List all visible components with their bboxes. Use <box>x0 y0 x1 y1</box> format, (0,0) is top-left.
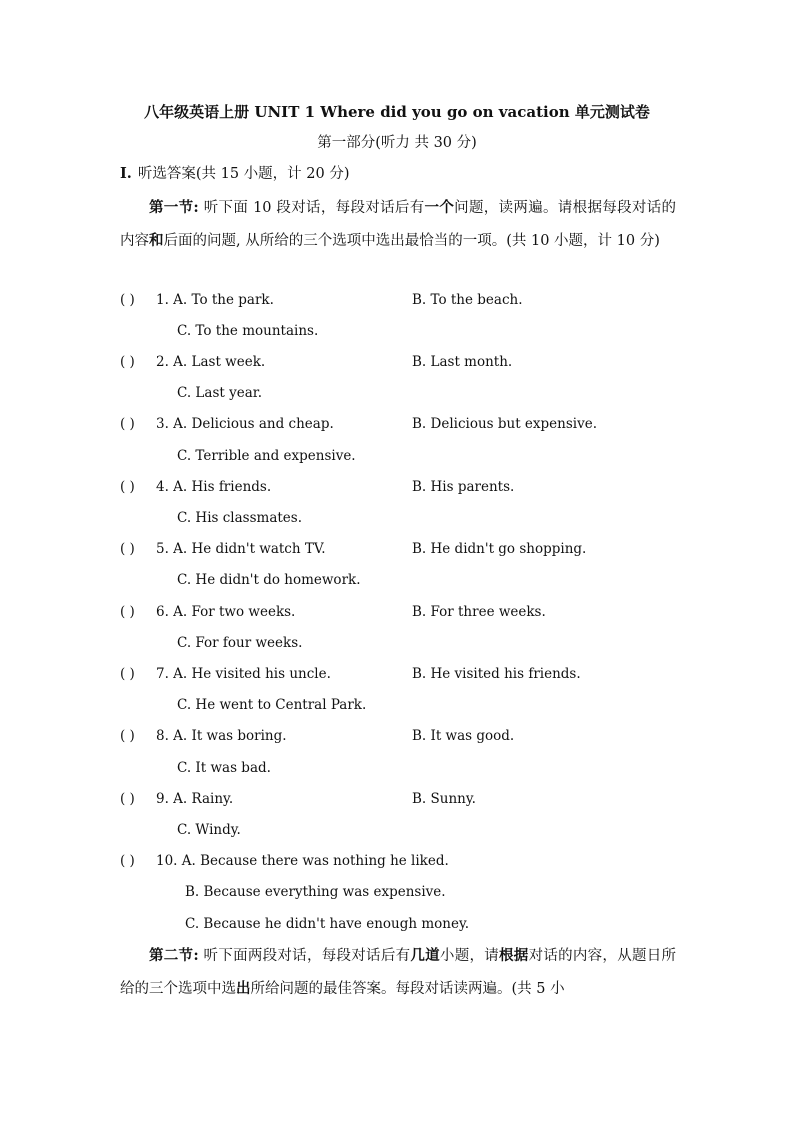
option-c: C. Because he didn't have enough money. <box>185 916 470 932</box>
option-c: C. For four weeks. <box>177 635 303 651</box>
jie1-bold-a: 一个 <box>424 199 455 216</box>
question-10 <box>120 850 720 872</box>
jie2-bold-c: 出 <box>236 979 251 997</box>
section-instructions-2 <box>120 940 676 1005</box>
option-b: B. Delicious but expensive. <box>412 416 598 432</box>
option-b: B. Last month. <box>412 354 513 370</box>
section-title: 听选答案(共 15 小题，计 20 分) <box>137 166 350 182</box>
jie1-label: 第一节: <box>149 199 199 216</box>
answer-blank[interactable]: ( ) <box>120 666 135 682</box>
question-8 <box>120 725 720 747</box>
option-b: B. To the beach. <box>412 292 523 308</box>
option-a: 10. A. Because there was nothing he liked. <box>156 853 449 869</box>
jie2-text-d: 所给问题的最佳答案。每段对话读两遍。(共 5 小 <box>250 980 565 997</box>
answer-blank[interactable]: ( ) <box>120 416 135 432</box>
answer-blank[interactable]: ( ) <box>120 354 135 370</box>
part-heading: 第一部分(听力 共 30 分) <box>317 135 477 151</box>
answer-blank[interactable]: ( ) <box>120 728 135 744</box>
option-a: 2. A. Last week. <box>156 354 266 370</box>
question-3 <box>120 413 720 435</box>
question-7 <box>120 663 720 685</box>
option-a: 1. A. To the park. <box>156 292 274 308</box>
exam-title: 八年级英语上册 UNIT 1 Where did you go on vacation 单元测试卷 <box>144 103 650 121</box>
option-c: C. He went to Central Park. <box>177 697 367 713</box>
option-a: 8. A. It was boring. <box>156 728 287 744</box>
jie1-text-a: 听下面 10 段对话，每段对话后有 <box>198 200 425 216</box>
option-b: B. His parents. <box>412 479 515 495</box>
answer-blank[interactable]: ( ) <box>120 292 135 308</box>
jie1-text-b: 问题，读两遍。请根据每段对话的内容 <box>120 200 677 249</box>
option-b: B. For three weeks. <box>412 604 546 620</box>
option-a: 9. A. Rainy. <box>156 791 234 807</box>
section-number: Ⅰ. <box>120 165 132 182</box>
section-heading <box>120 163 350 185</box>
jie2-text-b: 小题，请 <box>439 948 500 964</box>
option-b: B. He didn't go shopping. <box>412 541 587 557</box>
jie1-bold-b: 和 <box>149 231 164 249</box>
answer-blank[interactable]: ( ) <box>120 791 135 807</box>
question-5 <box>120 538 720 560</box>
jie2-text-a: 听下面两段对话，每段对话后有 <box>198 948 411 964</box>
option-c: C. Windy. <box>177 822 241 838</box>
option-c: C. Terrible and expensive. <box>177 448 356 464</box>
answer-blank[interactable]: ( ) <box>120 604 135 620</box>
question-2 <box>120 351 720 373</box>
option-c: C. Last year. <box>177 385 263 401</box>
option-c: C. To the mountains. <box>177 323 319 339</box>
answer-blank[interactable]: ( ) <box>120 541 135 557</box>
option-c: C. It was bad. <box>177 760 271 776</box>
jie2-label: 第二节: <box>149 947 199 964</box>
option-a: 6. A. For two weeks. <box>156 604 296 620</box>
jie2-text-c: 对话的内容，从题日所给的三个选项中选 <box>120 948 677 997</box>
jie1-text-c: 后面的问题, 从所给的三个选项中选出最恰当的一项。(共 10 小题，计 10 分) <box>163 232 660 249</box>
option-b: B. Because everything was expensive. <box>185 884 446 900</box>
option-b: B. He visited his friends. <box>412 666 581 682</box>
option-b: B. It was good. <box>412 728 515 744</box>
question-6 <box>120 601 720 623</box>
option-b: B. Sunny. <box>412 791 476 807</box>
answer-blank[interactable]: ( ) <box>120 853 135 869</box>
jie2-bold-a: 几道 <box>410 947 440 964</box>
option-a: 4. A. His friends. <box>156 479 272 495</box>
question-4 <box>120 476 720 498</box>
jie2-bold-b: 根据 <box>499 947 529 964</box>
option-c: C. His classmates. <box>177 510 303 526</box>
section-instructions-1 <box>120 192 676 257</box>
question-1 <box>120 289 720 311</box>
question-9 <box>120 788 720 810</box>
option-a: 7. A. He visited his uncle. <box>156 666 331 682</box>
option-a: 5. A. He didn't watch TV. <box>156 541 326 557</box>
option-a: 3. A. Delicious and cheap. <box>156 416 334 432</box>
answer-blank[interactable]: ( ) <box>120 479 135 495</box>
option-c: C. He didn't do homework. <box>177 572 361 588</box>
